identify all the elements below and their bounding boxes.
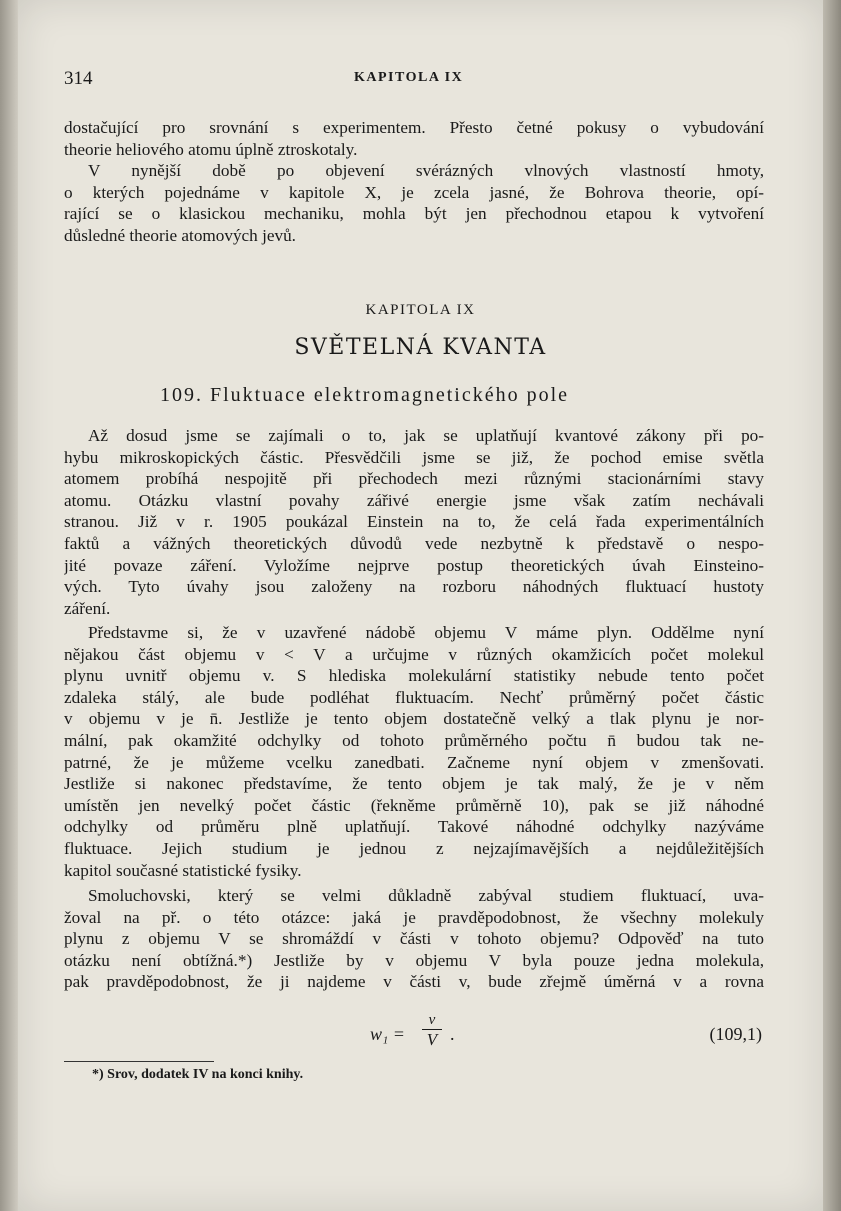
text-line: plynu z objemu V se shromáždí v části v tohoto objemu? Odpověď na tuto [64,929,764,949]
text-line: jité povaze záření. Vyložíme nejprve postup theoretických úvah Einsteino- [64,555,764,575]
text-line: Až dosud jsme se zajímali o to, jak se uplatňují kvantové zákony při po- [88,426,764,445]
text-line: nějakou část objemu v < V a určujme v různých okamžicích počet molekul [64,644,764,664]
equation-number: (109,1) [709,1024,762,1044]
equation-lhs: w₁ = [370,1024,405,1044]
text-line: zdaleka stálý, ale bude podléhat fluktuacím. Nechť průměrný počet částic [64,687,764,707]
text-line: fluktuace. Jejich studium je jednou z nejzajímavějších a nejdůležitějších [64,838,764,858]
fraction-numerator: v [428,1012,436,1028]
footnote-rule [64,1061,214,1062]
page-header [64,68,764,98]
footnote: *) Srov, dodatek IV na konci knihy. [92,1067,304,1082]
text-line: kapitol současné statistické fysiky. [64,860,302,880]
text-line: atomem probíhá nespojitě při přechodech mezi různými stacionárními stavy [64,469,764,489]
text-line: Jestliže si nakonec představíme, že tento objem je tak malý, že je v něm [64,774,764,794]
chapter-title: SVĚTELNÁ KVANTA [294,335,547,360]
text-line: dostačující pro srovnání s experimentem. Přesto četné pokusy o vybudování [64,118,764,137]
text-line: mální, pak okamžité odchylky od tohoto průměrného počtu n̄ budou tak ne- [64,730,764,750]
equation-109-1 [370,1012,770,1052]
text-line: stranou. Již v r. 1905 poukázal Einstein na to, že celá řada experimentálních [64,512,764,532]
text-line: odchylky od průměru plně uplatňují. Takové náhodné odchylky nazýváme [64,817,764,837]
text-line: pak pravděpodobnost, že ji najdeme v části v, bude zřejmě úměrná v a rovna [64,972,764,992]
intro-paragraph [64,117,764,247]
running-title: KAPITOLA IX [354,70,464,85]
text-line: o kterých pojednáme v kapitole X, je zcela jasné, že Bohrova theorie, opí- [64,182,764,202]
text-line: žoval na př. o této otázce: jaká je pravděpodobnost, že všechny molekuly [64,907,764,927]
text-line: v objemu v je n̄. Jestliže je tento objem dostatečně velký a tlak plynu je nor- [64,709,764,729]
paragraph-3 [64,885,764,993]
text-line: plynu uvnitř objemu v. S hlediska molekulární statistiky nebude tento počet [64,666,764,686]
text-line: umístěn jen nevelký počet částic (řekněme průměrně 10), pak se již náhodné [64,795,764,815]
fraction-denominator: V [426,1030,438,1049]
text-line: patrné, že je můžeme vcelku zanedbati. Začneme nyní objem v zmenšovati. [64,752,764,772]
text-line: V nynější době po objevení svérázných vlnových vlastností hmoty, [88,161,764,181]
text-line: záření. [64,598,111,618]
text-line: Představme si, že v uzavřené nádobě objemu V máme plyn. Oddělme nyní [88,623,764,642]
page-edge [823,0,841,1211]
section-heading: 109. Fluktuace elektromagnetického pole [160,384,570,406]
text-line: důsledné theorie atomových jevů. [64,225,296,245]
text-line: Smoluchovski, který se velmi důkladně zabýval studiem fluktuací, uva- [88,886,764,905]
text-line: rající se o klasickou mechaniku, mohla být jen přechodnou etapou k vytvoření [64,204,764,224]
paragraph-2 [64,622,764,881]
text-line: hybu mikroskopických částic. Přesvědčili jsme se již, že pochod emise světla [64,447,764,467]
text-line: theorie heliového atomu úplně ztroskotaly. [64,139,358,159]
chapter-label: KAPITOLA IX [365,302,476,318]
page-number: 314 [64,68,93,89]
equation-fraction [422,1012,442,1049]
paragraph-1 [64,425,764,619]
text-line: vých. Tyto úvahy jsou založeny na rozboru náhodných fluktuací hustoty [64,577,764,597]
book-gutter [0,0,18,1211]
text-line: otázku není obtížná.*) Jestliže by v objemu V byla pouze jedna molekula, [64,950,764,970]
text-line: atomu. Otázku vlastní povahy zářivé energie jsme však zatím nechávali [64,490,764,510]
text-line: faktů a vážných theoretických důvodů vede nezbytně k představě o nespo- [64,533,764,553]
equation-period: . [450,1024,455,1044]
